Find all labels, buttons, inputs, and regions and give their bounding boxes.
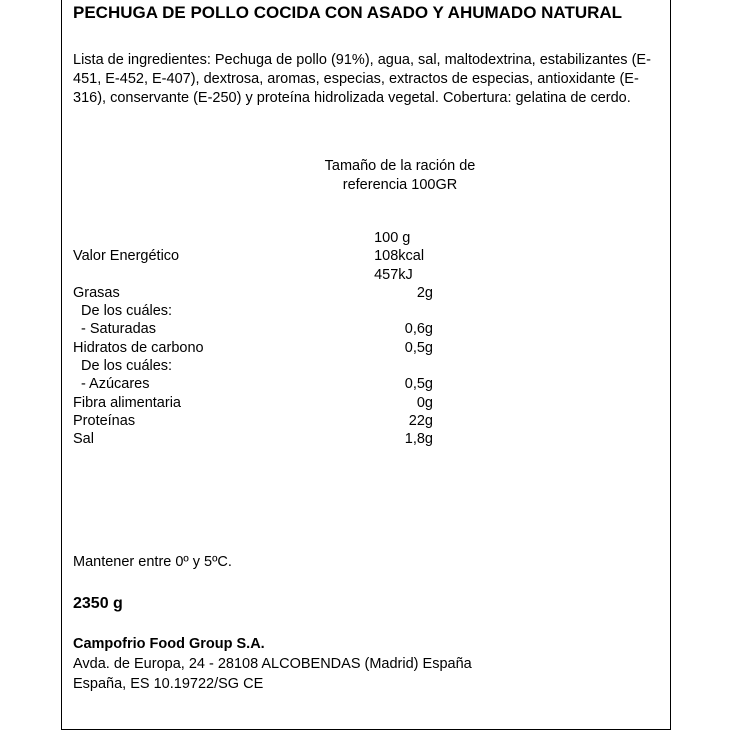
nutrient-label: Grasas bbox=[73, 284, 120, 301]
table-row bbox=[73, 412, 433, 430]
nutrient-label: Proteínas bbox=[73, 412, 136, 429]
table-row bbox=[73, 375, 433, 393]
storage-instructions: Mantener entre 0º y 5ºC. bbox=[73, 554, 232, 570]
table-row bbox=[73, 284, 433, 302]
per-quantity-header: 100 g bbox=[374, 230, 411, 246]
company-name: Campofrio Food Group S.A. bbox=[73, 636, 265, 652]
nutrient-value: 0g bbox=[416, 394, 433, 411]
nutrient-value: 22g bbox=[408, 412, 433, 429]
nutrient-value: 1,8g bbox=[404, 431, 433, 448]
table-row bbox=[73, 320, 433, 338]
nutrition-table bbox=[73, 229, 433, 449]
ingredients-list: Lista de ingredientes: Pechuga de pollo (91%), agua, sal, maltodextrina, estabilizantes (E-451, E-452, E-407), dextrosa, aromas, especias, extractos de especias, antioxidante (E-316), conservante (E-250) y proteína hidrolizada vegetal. Cobertura: gelatina de cerdo. bbox=[73, 52, 651, 106]
table-row bbox=[73, 339, 433, 357]
company-address: Avda. de Europa, 24 - 28108 ALCOBENDAS (Madrid) España bbox=[73, 656, 472, 672]
energy-kj-value: 457kJ bbox=[374, 266, 413, 283]
table-row bbox=[73, 430, 433, 448]
nutrient-value: 0,5g bbox=[404, 339, 433, 356]
table-row bbox=[73, 229, 433, 247]
nutrient-value bbox=[362, 357, 433, 375]
serving-size-line-2: referencia 100GR bbox=[342, 177, 458, 193]
table-row bbox=[73, 247, 433, 265]
product-title: PECHUGA DE POLLO COCIDA CON ASADO Y AHUMADO NATURAL bbox=[73, 3, 623, 22]
nutrient-label: De los cuáles: bbox=[81, 303, 173, 320]
energy-kcal-value: 108kcal bbox=[374, 248, 425, 265]
nutrient-value bbox=[362, 302, 433, 320]
nutrient-label: - Saturadas bbox=[81, 321, 156, 338]
table-row bbox=[73, 357, 433, 375]
nutrient-value: 2g bbox=[416, 284, 433, 301]
serving-size-line-1: Tamaño de la ración de bbox=[324, 158, 476, 174]
energy-label: Valor Energético bbox=[73, 248, 180, 265]
company-info bbox=[73, 634, 472, 694]
nutrient-label: Fibra alimentaria bbox=[73, 394, 181, 411]
nutrient-label: De los cuáles: bbox=[81, 358, 173, 375]
nutrient-value: 0,5g bbox=[404, 376, 433, 393]
table-row bbox=[73, 302, 433, 320]
serving-size bbox=[300, 157, 500, 195]
nutrient-label: Sal bbox=[73, 431, 94, 448]
net-weight: 2350 g bbox=[73, 595, 123, 612]
nutrient-label: Hidratos de carbono bbox=[73, 339, 204, 356]
company-registry: España, ES 10.19722/SG CE bbox=[73, 676, 264, 692]
table-row bbox=[73, 394, 433, 412]
nutrient-label: - Azúcares bbox=[81, 376, 150, 393]
table-row bbox=[73, 266, 433, 284]
nutrient-value: 0,6g bbox=[404, 321, 433, 338]
